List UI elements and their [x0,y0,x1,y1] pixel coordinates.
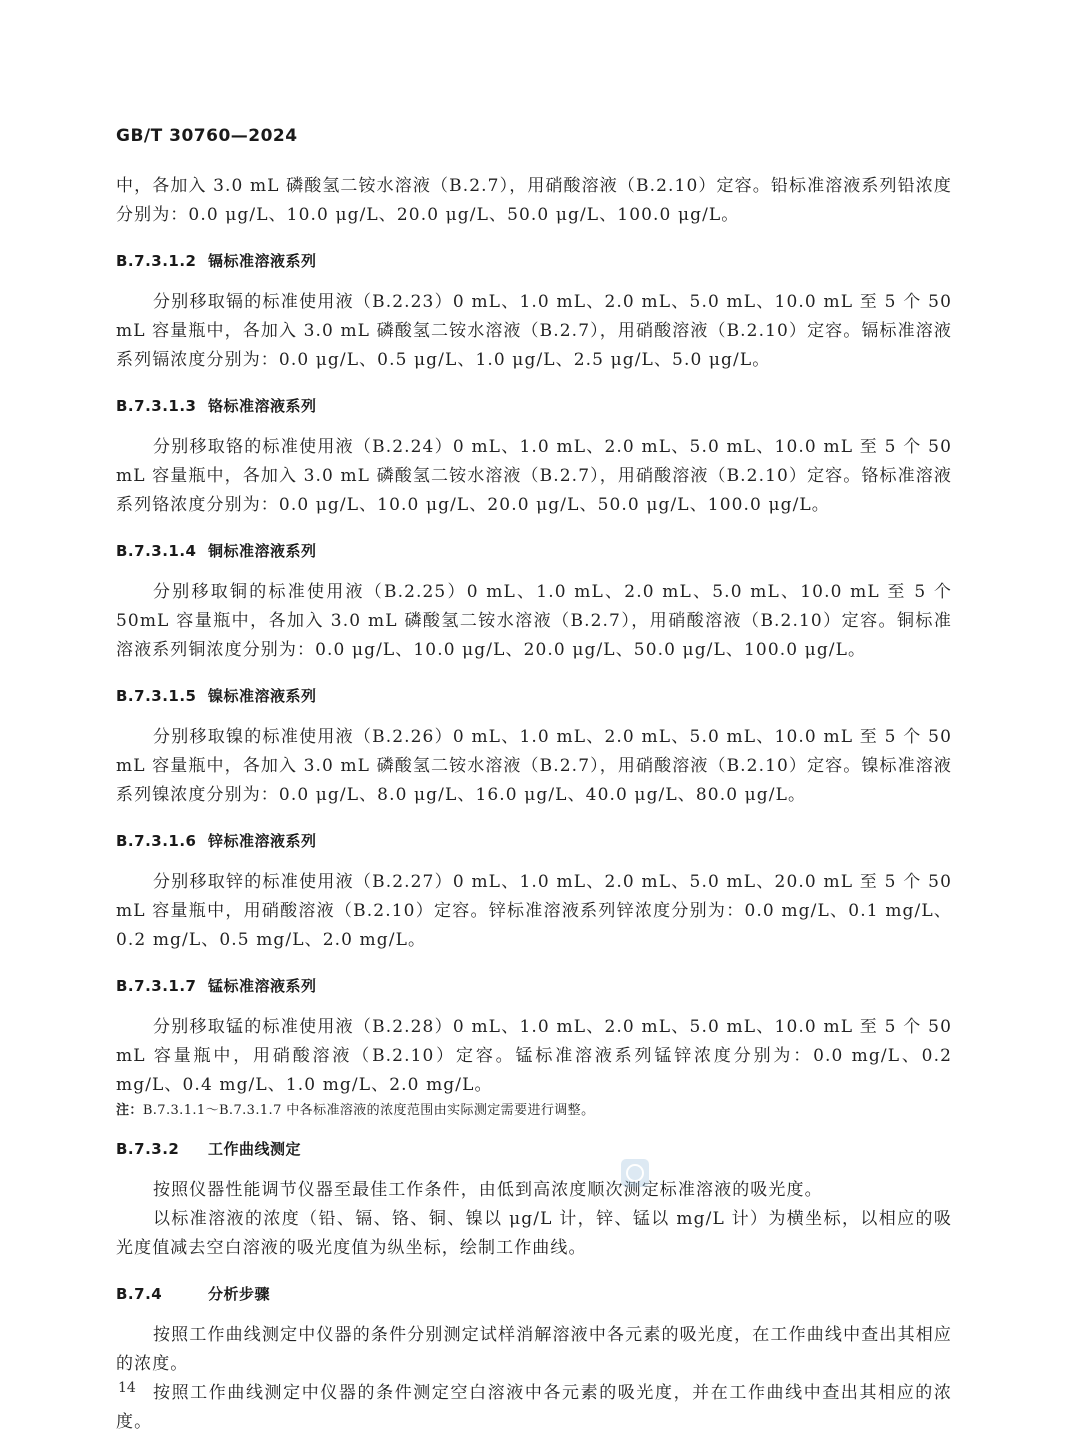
note-text: B.7.3.1.1～B.7.3.1.7 中各标准溶液的浓度范围由实际测定需要进行调整。 [142,1103,595,1118]
analysis-paragraph-2: 按照工作曲线测定中仪器的条件测定空白溶液中各元素的吸光度，并在工作曲线中查出其相应的浓度。 [116,1383,952,1432]
section-nickel [116,683,952,810]
section-paragraph: 分别移取锌的标准使用液（B.2.27）0 mL、1.0 mL、2.0 mL、5.0 mL、20.0 mL 至 5 个 50 mL 容量瓶中，用硝酸溶液（B.2.10）定容。锌标准溶液系列锌浓度分别为：0.0 mg/L、0.1 mg/L、0.2 mg/L、0.5 mg/L、2.0 mg/L。 [116,872,952,950]
note-label: 注： [116,1103,143,1118]
section-number: B.7.3.1.3 [116,397,197,415]
section-heading [116,683,952,709]
section-number: B.7.3.1.5 [116,687,197,705]
section-heading [116,1281,952,1307]
curve-paragraph-1: 按照仪器性能调节仪器至最佳工作条件，由低到高浓度顺次测定标准溶液的吸光度。 [153,1180,823,1200]
section-paragraph: 分别移取镉的标准使用液（B.2.23）0 mL、1.0 mL、2.0 mL、5.0 mL、10.0 mL 至 5 个 50 mL 容量瓶中，各加入 3.0 mL 磷酸氢二铵水溶液（B.2.7），用硝酸溶液（B.2.10）定容。镉标准溶液系列镉浓度分别为：0.0 μg/L、0.5 μg/L、1.0 μg/L、2.5 μg/L、5.0 μg/L。 [116,292,952,370]
note [116,1100,952,1122]
section-heading [116,248,952,274]
watermark-logo-icon [620,1158,650,1188]
section-paragraph: 分别移取锰的标准使用液（B.2.28）0 mL、1.0 mL、2.0 mL、5.0 mL、10.0 mL 至 5 个 50 mL 容量瓶中，用硝酸溶液（B.2.10）定容。锰标准溶液系列锰锌浓度分别为：0.0 mg/L、0.2 mg/L、0.4 mg/L、1.0 mg/L、2.0 mg/L。 [116,1017,952,1095]
section-title: 分析步骤 [208,1285,271,1303]
section-title: 镍标准溶液系列 [208,687,317,705]
section-title: 锌标准溶液系列 [208,832,317,850]
section-title: 锰标准溶液系列 [208,977,317,995]
section-heading [116,973,952,999]
section-number: B.7.3.1.2 [116,252,197,270]
section-copper [116,538,952,665]
section-heading [116,828,952,854]
section-cadmium [116,248,952,375]
section-number: B.7.3.1.7 [116,977,197,995]
section-analysis-steps [116,1281,952,1437]
section-heading [116,538,952,564]
curve-paragraph-2: 以标准溶液的浓度（铅、镉、铬、铜、镍以 μg/L 计，锌、锰以 mg/L 计）为横坐标，以相应的吸光度值减去空白溶液的吸光度值为纵坐标，绘制工作曲线。 [116,1209,952,1258]
section-paragraph: 分别移取铬的标准使用液（B.2.24）0 mL、1.0 mL、2.0 mL、5.0 mL、10.0 mL 至 5 个 50 mL 容量瓶中，各加入 3.0 mL 磷酸氢二铵水溶液（B.2.7），用硝酸溶液（B.2.10）定容。铬标准溶液系列铬浓度分别为：0.0 μg/L、10.0 μg/L、20.0 μg/L、50.0 μg/L、100.0 μg/L。 [116,437,952,515]
section-paragraph: 分别移取铜的标准使用液（B.2.25）0 mL、1.0 mL、2.0 mL、5.0 mL、10.0 mL 至 5 个 50mL 容量瓶中，各加入 3.0 mL 磷酸氢二铵水溶液（B.2.7），用硝酸溶液（B.2.10）定容。铜标准溶液系列铜浓度分别为：0.0 μg/L、10.0 μg/L、20.0 μg/L、50.0 μg/L、100.0 μg/L。 [116,582,952,660]
section-title: 铜标准溶液系列 [208,542,317,560]
section-title: 工作曲线测定 [208,1140,302,1158]
section-title: 镉标准溶液系列 [208,252,317,270]
intro-paragraph: 中，各加入 3.0 mL 磷酸氢二铵水溶液（B.2.7），用硝酸溶液（B.2.10）定容。铅标准溶液系列铅浓度分别为：0.0 μg/L、10.0 μg/L、20.0 μg/L、50.0 μg/L、100.0 μg/L。 [116,176,952,225]
section-title: 铬标准溶液系列 [208,397,317,415]
page-number: 14 [118,1380,136,1396]
section-number: B.7.3.1.6 [116,832,197,850]
standard-number-header: GB/T 30760—2024 [116,126,298,146]
section-chromium [116,393,952,520]
section-heading [116,1136,952,1162]
section-manganese [116,973,952,1100]
section-paragraph: 分别移取镍的标准使用液（B.2.26）0 mL、1.0 mL、2.0 mL、5.0 mL、10.0 mL 至 5 个 50 mL 容量瓶中，各加入 3.0 mL 磷酸氢二铵水溶液（B.2.7），用硝酸溶液（B.2.10）定容。镍标准溶液系列镍浓度分别为：0.0 μg/L、8.0 μg/L、16.0 μg/L、40.0 μg/L、80.0 μg/L。 [116,727,952,805]
section-number: B.7.4 [116,1285,163,1303]
section-number: B.7.3.1.4 [116,542,197,560]
page-content [116,172,952,1437]
section-heading [116,393,952,419]
section-working-curve [116,1136,952,1263]
section-number: B.7.3.2 [116,1140,180,1158]
section-zinc [116,828,952,955]
analysis-paragraph-1: 按照工作曲线测定中仪器的条件分别测定试样消解溶液中各元素的吸光度，在工作曲线中查出其相应的浓度。 [116,1325,952,1374]
